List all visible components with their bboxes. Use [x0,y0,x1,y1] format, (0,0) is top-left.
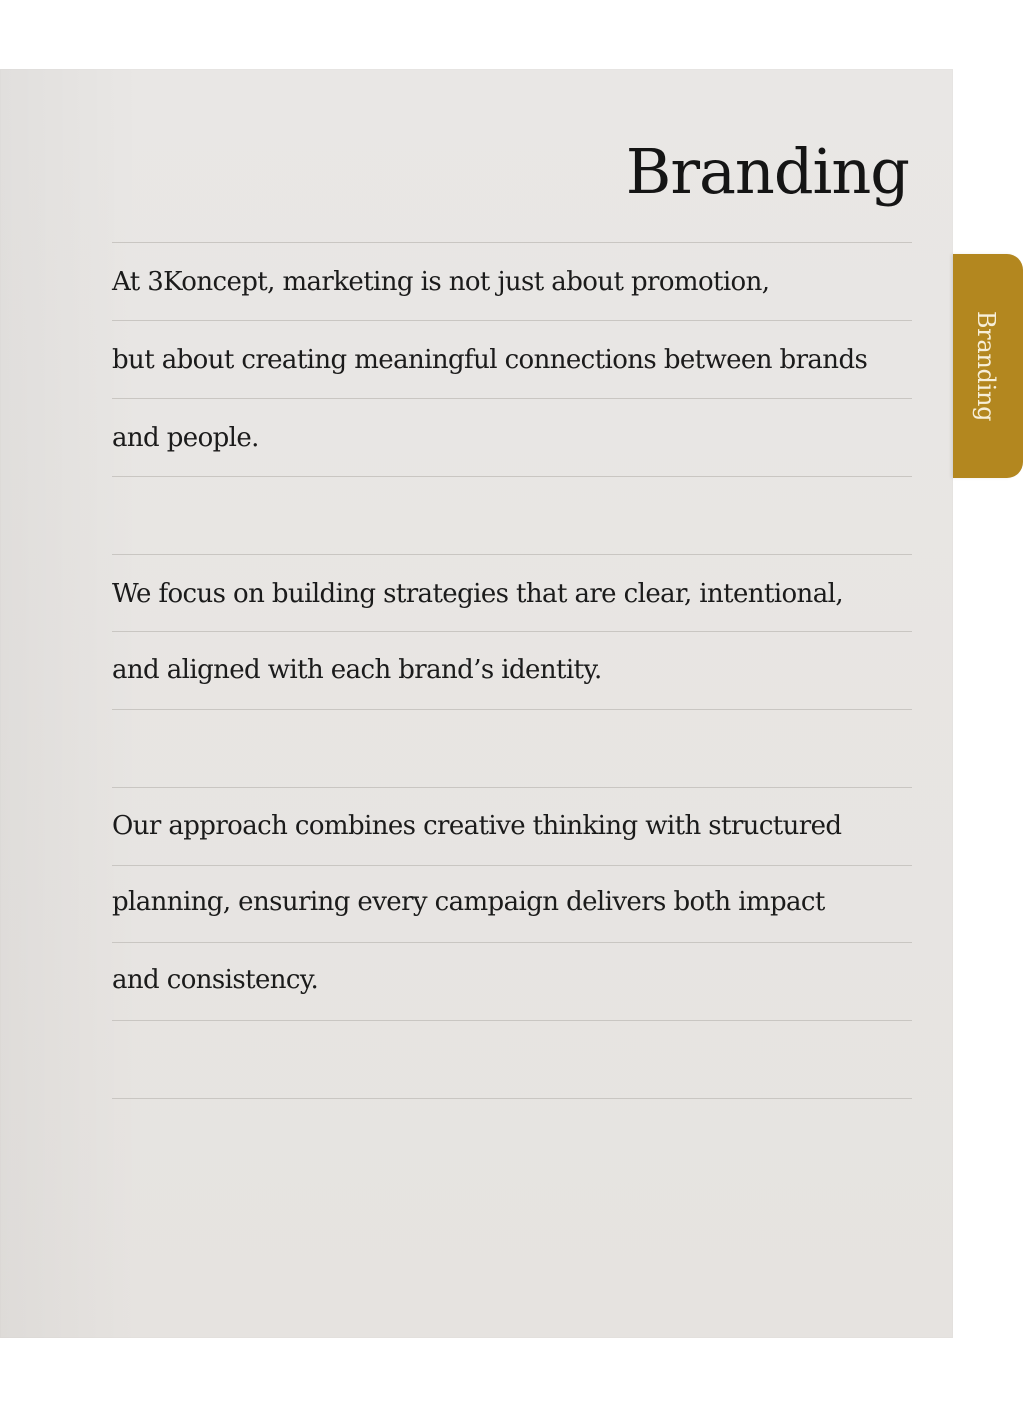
section-tab-branding[interactable] [953,254,1023,478]
ruled-line [112,787,912,788]
ruled-line [112,398,912,399]
ruled-line [112,554,912,555]
paragraph-line: Our approach combines creative thinking with structured [112,811,842,841]
ruled-line [112,320,912,321]
ruled-line [112,631,912,632]
paragraph-line: and people. [112,423,259,453]
paragraph-line: and aligned with each brand’s identity. [112,655,602,685]
section-tab-label: Branding [972,310,1000,422]
ruled-line [112,942,912,943]
ruled-line [112,1020,912,1021]
notebook-page [0,69,953,1338]
paragraph-line: At 3Koncept, marketing is not just about promotion, [112,267,770,297]
ruled-line [112,242,912,243]
ruled-line [112,1098,912,1099]
paragraph-line: We focus on building strategies that are clear, intentional, [112,579,843,609]
page-title: Branding [625,135,909,208]
paragraph-line: but about creating meaningful connections between brands [112,345,868,375]
paragraph-line: and consistency. [112,965,319,995]
paragraph-line: planning, ensuring every campaign delivers both impact [112,887,825,917]
ruled-line [112,709,912,710]
ruled-line [112,865,912,866]
ruled-line [112,476,912,477]
